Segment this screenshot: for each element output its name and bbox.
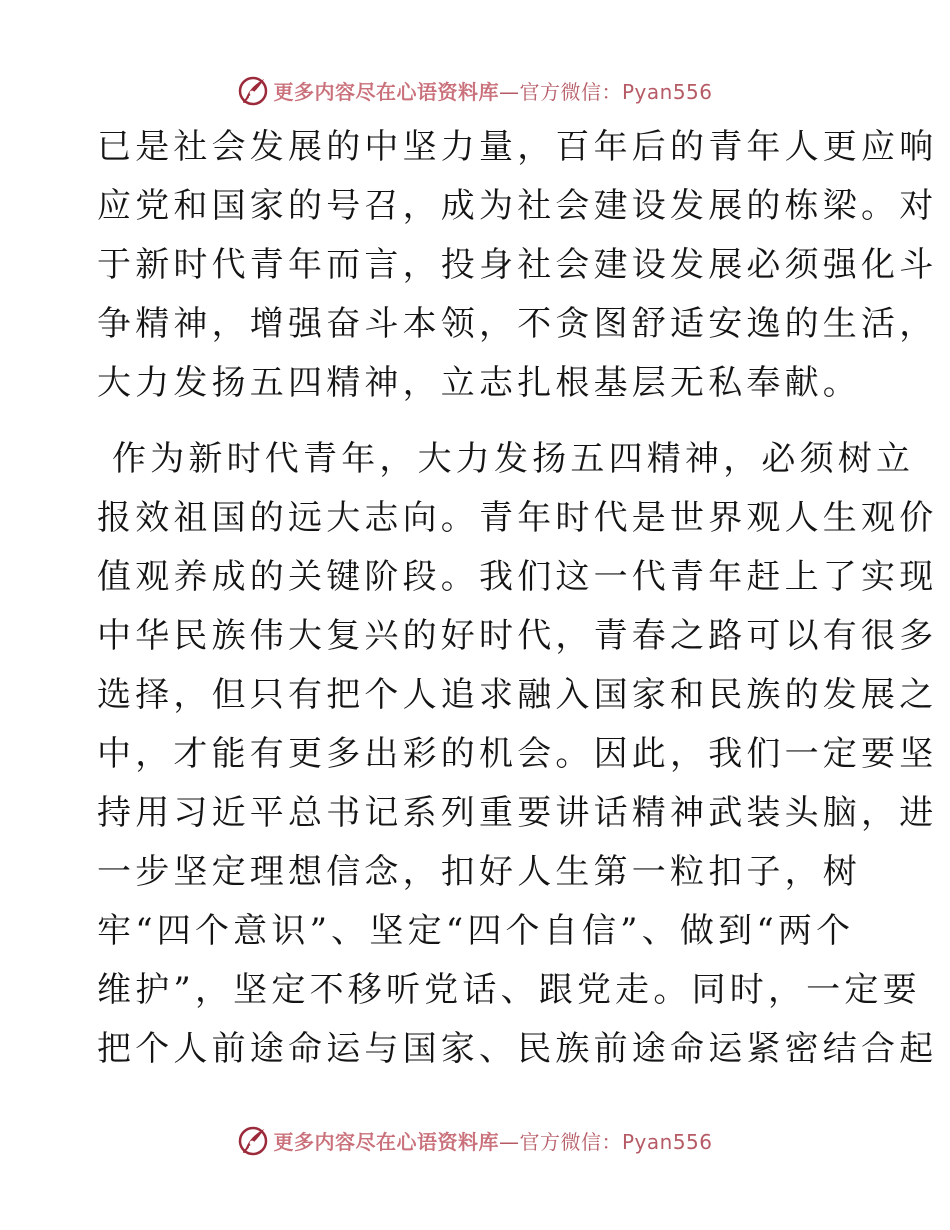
header-banner — [0, 70, 950, 110]
footer-promo-text: 更多内容尽在心语资料库 — [273, 1129, 499, 1154]
text-line: 牢“四个意识”、坚定“四个自信”、做到“两个 — [97, 911, 855, 951]
document-body — [97, 118, 938, 1079]
text-line: 维护”，坚定不移听党话、跟党走。同时，一定要 — [97, 970, 921, 1010]
footer-wechat-label: 官方微信： — [519, 1129, 622, 1154]
header-wechat-id: Pyan556 — [621, 79, 713, 104]
paragraph-1 — [97, 118, 938, 413]
text-line: 大力发扬五四精神，立志扎根基层无私奉献。 — [97, 363, 861, 403]
header-banner-text — [273, 76, 712, 105]
text-line: 应党和国家的号召，成为社会建设发展的栋梁。对 — [97, 186, 938, 226]
quill-pen-logo-icon — [237, 74, 269, 106]
text-line: 争精神，增强奋斗本领，不贪图舒适安逸的生活， — [97, 304, 938, 344]
header-dash: — — [498, 79, 520, 104]
footer-wechat-id: Pyan556 — [621, 1129, 713, 1154]
text-line: 值观养成的关键阶段。我们这一代青年赶上了实现 — [97, 557, 938, 597]
text-line: 报效祖国的远大志向。青年时代是世界观人生观价 — [97, 498, 938, 538]
text-line: 于新时代青年而言，投身社会建设发展必须强化斗 — [97, 245, 938, 285]
text-line: 作为新时代青年，大力发扬五四精神，必须树立 — [97, 439, 915, 479]
footer-banner — [0, 1120, 950, 1160]
header-promo-text: 更多内容尽在心语资料库 — [273, 79, 499, 104]
text-line: 一步坚定理想信念，扣好人生第一粒扣子，树 — [97, 852, 861, 892]
footer-dash: — — [498, 1129, 520, 1154]
text-line: 持用习近平总书记系列重要讲话精神武装头脑，进 — [97, 793, 938, 833]
footer-banner-text — [273, 1126, 712, 1155]
text-line: 中，才能有更多出彩的机会。因此，我们一定要坚 — [97, 734, 938, 774]
quill-pen-logo-icon — [237, 1124, 269, 1156]
text-line: 把个人前途命运与国家、民族前途命运紧密结合起 — [97, 1029, 938, 1069]
paragraph-2 — [97, 430, 938, 1079]
header-wechat-label: 官方微信： — [519, 79, 622, 104]
text-line: 已是社会发展的中坚力量，百年后的青年人更应响 — [97, 127, 938, 167]
text-line: 选择，但只有把个人追求融入国家和民族的发展之 — [97, 675, 938, 715]
text-line: 中华民族伟大复兴的好时代，青春之路可以有很多 — [97, 616, 938, 656]
